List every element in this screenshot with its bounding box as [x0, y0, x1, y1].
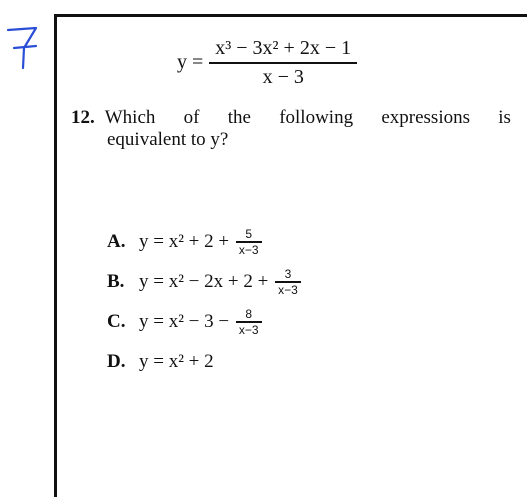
equation-fraction: [209, 37, 357, 89]
option-a[interactable]: [107, 222, 301, 262]
answer-options: [107, 222, 301, 382]
equation-denominator: x − 3: [262, 65, 304, 88]
question-word: of: [183, 107, 200, 128]
given-equation: [177, 37, 357, 89]
fraction-numerator: 3: [284, 267, 292, 282]
option-fraction: [236, 227, 262, 256]
handwritten-seven-mark: [2, 22, 42, 72]
equation-numerator: x³ − 3x² + 2x − 1: [215, 37, 352, 59]
option-d[interactable]: [107, 342, 301, 382]
equation-lhs: y =: [177, 51, 204, 74]
option-expression: y = x² − 2x + 2 +: [139, 271, 274, 292]
option-b[interactable]: [107, 262, 301, 302]
option-c[interactable]: [107, 302, 301, 342]
option-letter: D.: [107, 351, 126, 372]
fraction-denominator: x−3: [238, 242, 259, 257]
fraction-denominator: x−3: [238, 322, 259, 337]
option-expression: y = x² − 3 −: [139, 311, 234, 332]
question-number: 12.: [71, 107, 95, 128]
fraction-numerator: 8: [245, 307, 253, 322]
question-word: the: [227, 107, 251, 128]
option-expression: y = x² + 2: [139, 351, 214, 372]
option-fraction: [236, 307, 262, 336]
option-fraction: [275, 267, 301, 296]
fraction-numerator: 5: [245, 227, 253, 242]
fraction-denominator: x−3: [278, 282, 298, 297]
option-letter: B.: [107, 271, 125, 292]
question-card: [54, 14, 527, 497]
question-word: is: [498, 107, 511, 128]
option-letter: A.: [107, 231, 126, 252]
question-word: following: [279, 107, 354, 128]
question-word: Which: [104, 107, 156, 128]
question-text: [71, 107, 511, 151]
question-word: expressions: [381, 107, 470, 128]
option-letter: C.: [107, 311, 126, 332]
option-expression: y = x² + 2 +: [139, 231, 234, 252]
question-line-2: equivalent to y?: [107, 129, 229, 150]
